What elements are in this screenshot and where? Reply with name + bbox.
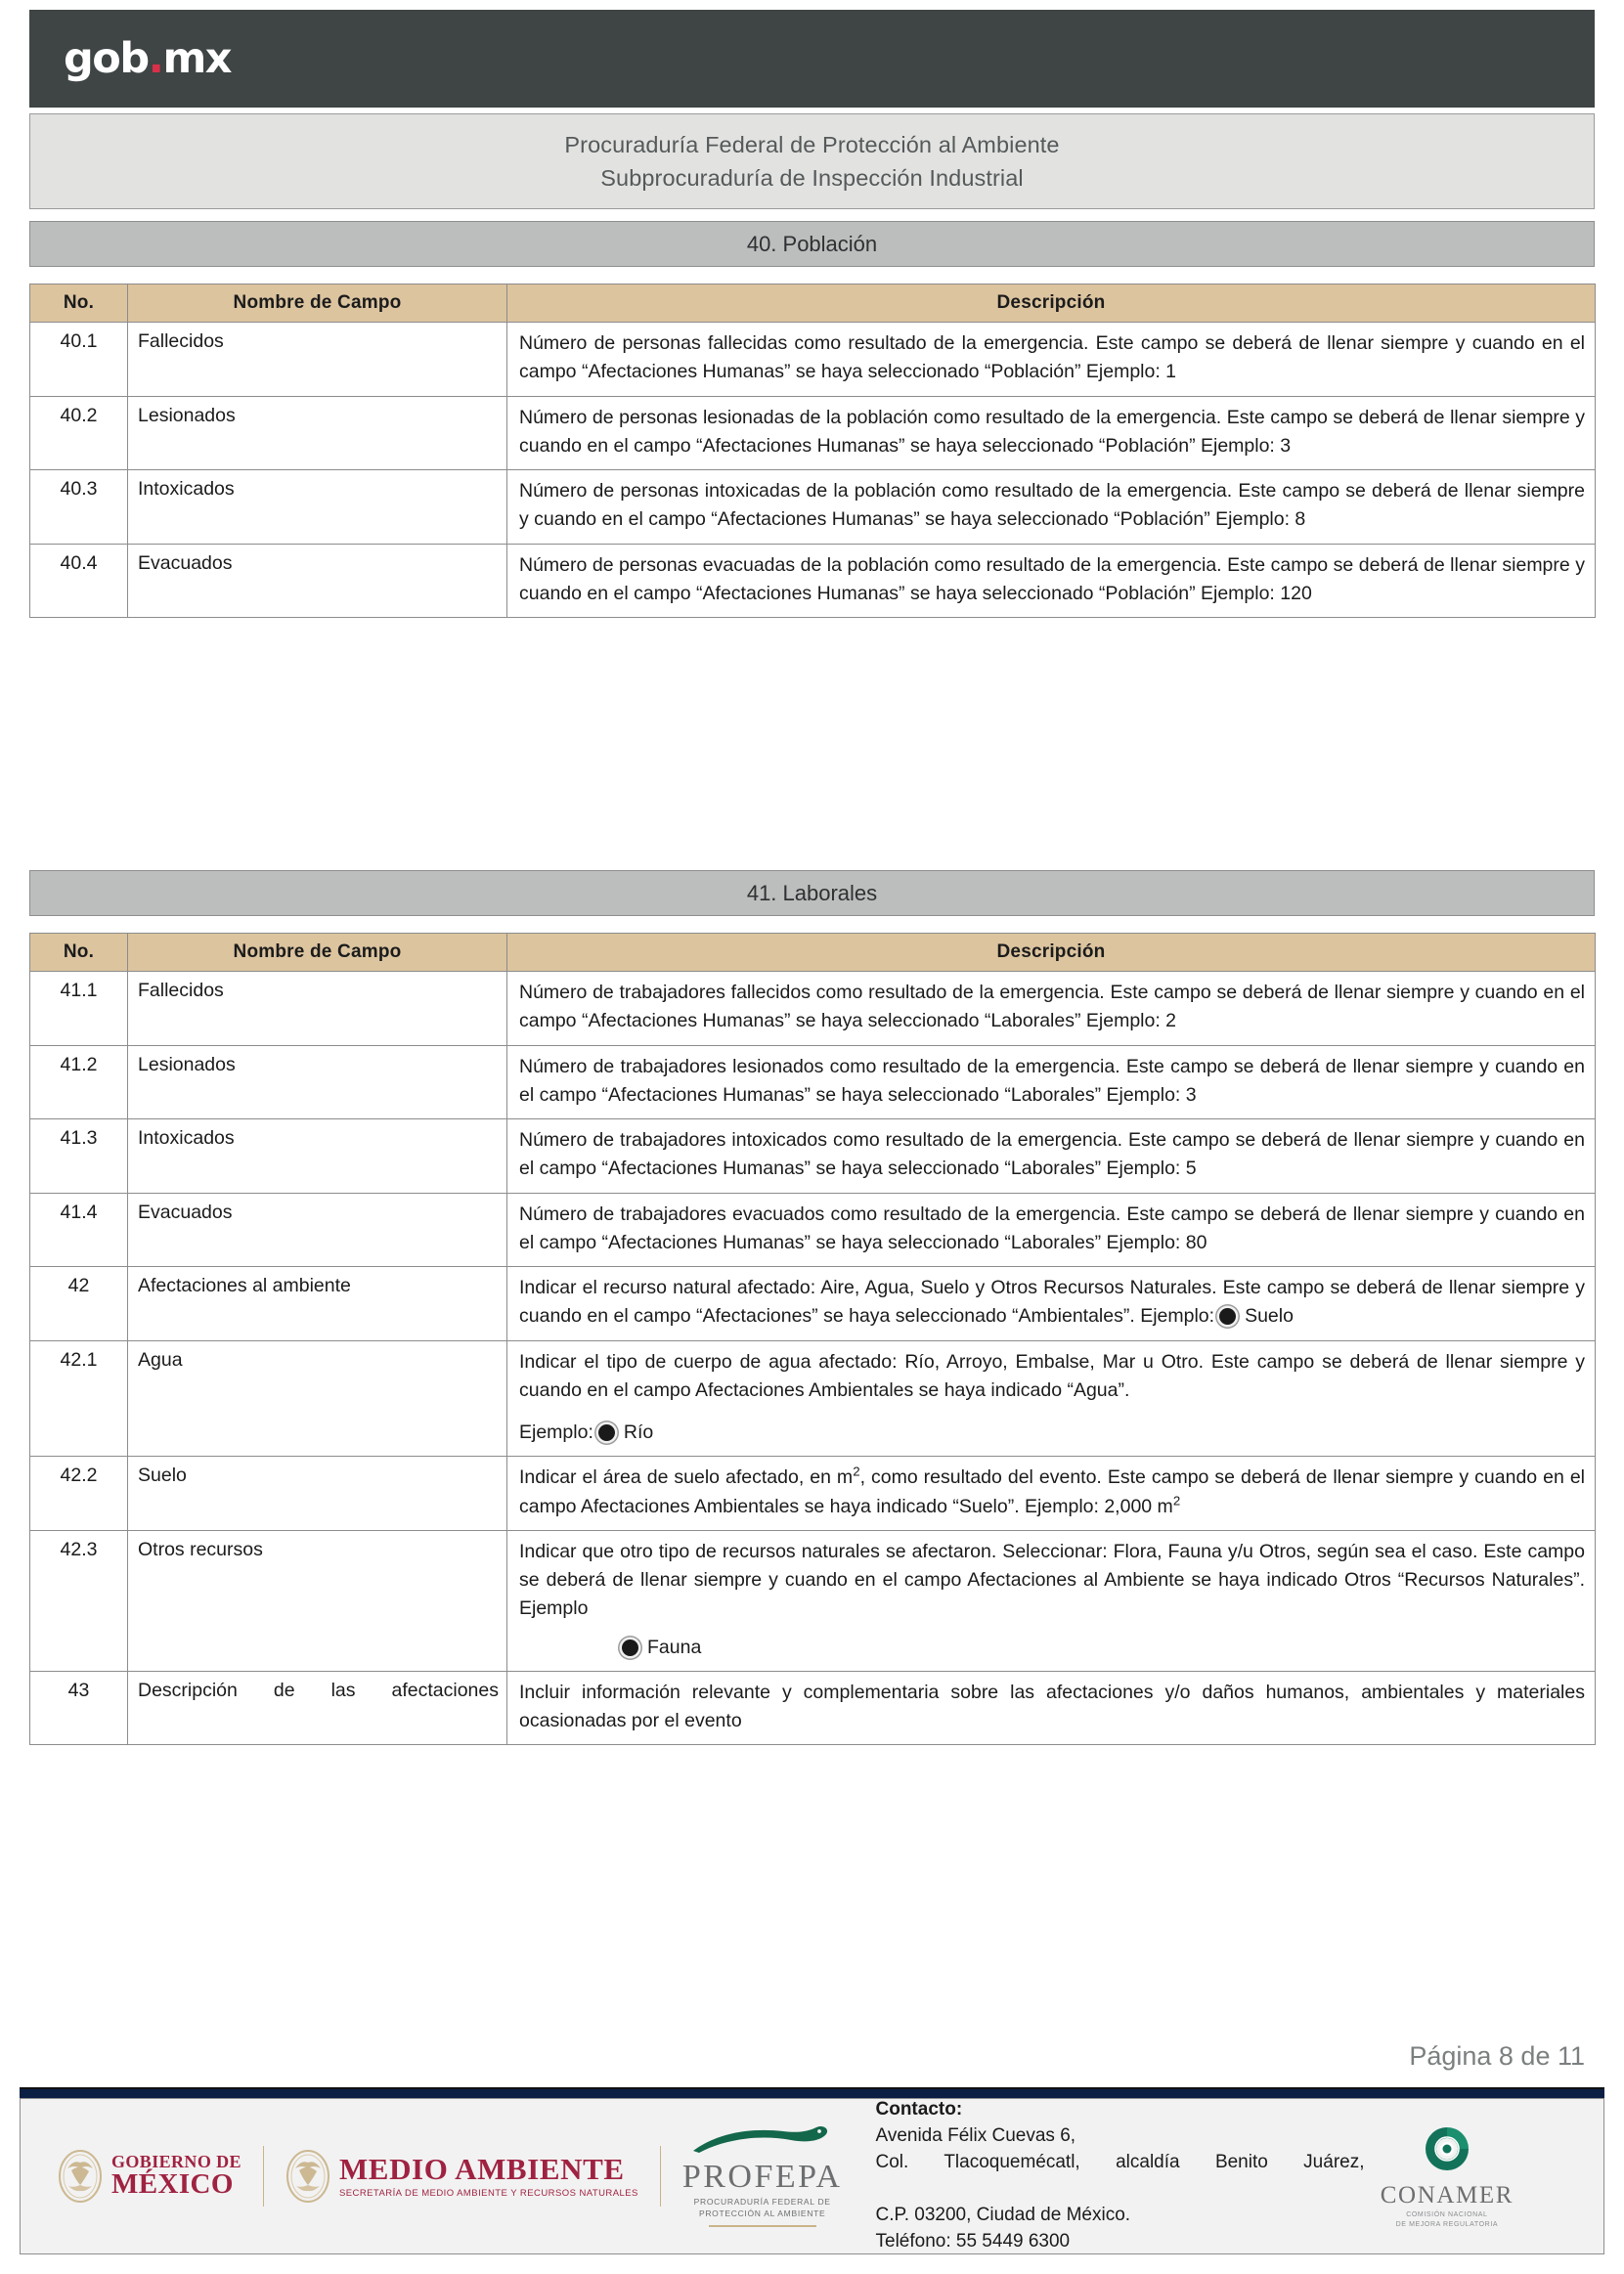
column-header-no: No.	[30, 934, 128, 972]
column-header-descripcion: Descripción	[507, 934, 1596, 972]
logo-gobierno-text	[111, 2153, 241, 2200]
row-no: 42.2	[30, 1457, 128, 1531]
superscript-square-2: 2	[1172, 1493, 1181, 1508]
row-name: Evacuados	[128, 544, 507, 618]
table-row	[30, 470, 1596, 545]
row-desc: Número de trabajadores evacuados como resultado de la emergencia. Este campo se deberá de llenar siempre y cuando en el campo “Afectaciones Humanas” se haya seleccionado “Laborales” Ejemplo: 80	[507, 1193, 1596, 1267]
page-number: Página 8 de 11	[1409, 2041, 1585, 2071]
row-name: Suelo	[128, 1457, 507, 1531]
table-row	[30, 1340, 1596, 1457]
table-header-row	[30, 934, 1596, 972]
row-desc-text: Indicar que otro tipo de recursos naturales se afectaron. Seleccionar: Flora, Fauna y/u Otros, según sea el caso. Este campo se deberá de llenar siempre y cuando en el campo Afectaciones al Ambiente se haya indicado Otros “Recursos Naturales”. Ejemplo	[519, 1540, 1585, 1620]
logo-profepa-line-2b: PROTECCIÓN AL AMBIENTE	[698, 2208, 826, 2218]
contact-phone: Teléfono: 55 5449 6300	[875, 2230, 1071, 2252]
logo-profepa	[682, 2125, 843, 2226]
radio-button-icon[interactable]	[622, 1640, 638, 1656]
row-desc: Número de trabajadores intoxicados como resultado de la emergencia. Este campo se deberá de llenar siempre y cuando en el campo “Afectaciones Humanas” se haya seleccionado “Laborales” Ejemplo: 5	[507, 1119, 1596, 1194]
radio-button-icon[interactable]	[598, 1424, 615, 1441]
row-no: 42.3	[30, 1530, 128, 1671]
row-desc-example	[519, 1634, 1585, 1662]
table-poblacion	[29, 284, 1596, 618]
logo-medio-ambiente-text	[338, 2151, 638, 2200]
section-bar-poblacion: 40. Población	[29, 221, 1595, 267]
row-no: 40.1	[30, 323, 128, 397]
table-row	[30, 323, 1596, 397]
gobmx-logo-main: gob	[64, 33, 149, 83]
row-desc: Número de trabajadores lesionados como resultado de la emergencia. Este campo se deberá de llenar siempre y cuando en el campo “Afectaciones Humanas” se haya seleccionado “Laborales” Ejemplo: 3	[507, 1045, 1596, 1119]
table-row	[30, 1119, 1596, 1194]
section-bar-laborales: 41. Laborales	[29, 870, 1595, 916]
row-desc	[507, 1457, 1596, 1531]
footer-divider-2	[660, 2146, 661, 2207]
contact-block	[876, 2097, 1365, 2255]
table-row	[30, 1267, 1596, 1341]
row-desc-text: Indicar el recurso natural afectado: Aire, Agua, Suelo y Otros Recursos Naturales. Este campo se deberá de llenar siempre y cuando en el campo “Afectaciones” se haya seleccionado “Ambientales”. Ejemplo:	[519, 1277, 1585, 1328]
contact-heading: Contacto:	[875, 2099, 963, 2121]
logo-conamer-line-1: CONAMER	[1380, 2181, 1514, 2208]
logo-gobierno-line-2: MÉXICO	[111, 2168, 234, 2201]
row-desc: Incluir información relevante y complementaria sobre las afectaciones y/o daños humanos, ambientales y materiales ocasionadas por el evento	[507, 1671, 1596, 1745]
radio-button-icon[interactable]	[1219, 1308, 1236, 1325]
logo-profepa-line-1: PROFEPA	[681, 2159, 843, 2196]
table-row	[30, 544, 1596, 618]
table-laborales	[29, 933, 1596, 1745]
row-desc-text: Indicar el tipo de cuerpo de agua afectado: Río, Arroyo, Embalse, Mar u Otro. Este campo se deberá de llenar siempre y cuando en el campo Afectaciones Ambientales se haya indicado “Agua”.	[519, 1350, 1585, 1401]
logo-conamer-subtitle	[1381, 2210, 1514, 2230]
row-name: Lesionados	[128, 1045, 507, 1119]
logo-gobierno-de-mexico	[58, 2149, 241, 2204]
logo-medio-ambiente-line-2: SECRETARÍA DE MEDIO AMBIENTE Y RECURSOS NATURALES	[338, 2188, 638, 2200]
row-desc-part-2: , como resultado del evento. Este campo se deberá de llenar siempre y cuando en el campo Afectaciones Ambientales se haya indicado “Suelo”. Ejemplo: 2,000 m	[519, 1466, 1585, 1517]
column-header-nombre: Nombre de Campo	[128, 934, 507, 972]
row-no: 43	[30, 1671, 128, 1745]
row-desc: Número de personas fallecidas como resultado de la emergencia. Este campo se deberá de llenar siempre y cuando en el campo “Afectaciones Humanas” se haya seleccionado “Población” Ejemplo: 1	[507, 323, 1596, 397]
row-name: Afectaciones al ambiente	[128, 1267, 507, 1341]
radio-option-label: Suelo	[1245, 1305, 1294, 1328]
column-header-descripcion: Descripción	[507, 284, 1596, 323]
row-name: Fallecidos	[128, 972, 507, 1046]
row-no: 41.2	[30, 1045, 128, 1119]
table-row	[30, 1193, 1596, 1267]
gobmx-logo-dot: .	[148, 33, 163, 83]
row-desc: Número de personas lesionadas de la población como resultado de la emergencia. Este campo se deberá de llenar siempre y cuando en el campo “Afectaciones Humanas” se haya seleccionado “Población” Ejemplo: 3	[507, 396, 1596, 470]
column-header-nombre: Nombre de Campo	[128, 284, 507, 323]
logo-medio-ambiente	[285, 2149, 638, 2204]
contact-address-line-3: C.P. 03200, Ciudad de México.	[875, 2204, 1131, 2225]
row-desc	[507, 1340, 1596, 1457]
row-no: 40.3	[30, 470, 128, 545]
logo-medio-ambiente-line-1: MEDIO AMBIENTE	[338, 2151, 625, 2186]
mexican-eagle-seal-icon	[58, 2149, 103, 2204]
row-no: 41.4	[30, 1193, 128, 1267]
radio-option-label: Fauna	[647, 1636, 702, 1658]
row-name: Fallecidos	[128, 323, 507, 397]
footer-divider-1	[263, 2146, 264, 2207]
mexican-eagle-seal-icon	[285, 2149, 330, 2204]
row-name: Intoxicados	[128, 1119, 507, 1194]
column-header-no: No.	[30, 284, 128, 323]
table-row	[30, 1457, 1596, 1531]
document-footer	[20, 2098, 1604, 2254]
logo-conamer-line-2a: COMISIÓN NACIONAL	[1406, 2210, 1488, 2218]
row-name: Descripción de las afectaciones	[128, 1671, 507, 1745]
row-name: Otros recursos	[128, 1530, 507, 1671]
contact-address-line-1: Avenida Félix Cuevas 6,	[875, 2125, 1076, 2147]
row-name: Lesionados	[128, 396, 507, 470]
table-row	[30, 1045, 1596, 1119]
example-prefix: Ejemplo:	[519, 1421, 593, 1443]
table-header-row	[30, 284, 1596, 323]
row-desc	[507, 1530, 1596, 1671]
superscript-square-1: 2	[853, 1464, 860, 1479]
radio-option-label: Río	[623, 1421, 654, 1443]
row-no: 40.2	[30, 396, 128, 470]
logo-profepa-subtitle	[682, 2197, 843, 2219]
table-row	[30, 1671, 1596, 1745]
conamer-circle-icon	[1422, 2123, 1472, 2174]
row-no: 42	[30, 1267, 128, 1341]
row-no: 40.4	[30, 544, 128, 618]
table-row	[30, 1530, 1596, 1671]
table-row	[30, 396, 1596, 470]
contact-address-line-2: Col. Tlacoquemécatl, alcaldía Benito Juárez,	[875, 2152, 1365, 2173]
table-row	[30, 972, 1596, 1046]
logo-profepa-rule	[709, 2225, 816, 2227]
institution-line-1: Procuraduría Federal de Protección al Ambiente	[564, 131, 1060, 157]
gobmx-banner	[29, 10, 1595, 108]
logo-gobierno-line-1: GOBIERNO DE	[111, 2152, 241, 2172]
logo-profepa-line-2a: PROCURADURÍA FEDERAL DE	[693, 2197, 831, 2208]
row-desc	[507, 1267, 1596, 1341]
row-desc-part-1: Indicar el área de suelo afectado, en m	[519, 1466, 854, 1489]
row-name: Evacuados	[128, 1193, 507, 1267]
logo-conamer	[1381, 2123, 1514, 2230]
gobmx-logo-suffix: mx	[162, 33, 231, 83]
row-name: Intoxicados	[128, 470, 507, 545]
row-no: 41.1	[30, 972, 128, 1046]
row-no: 42.1	[30, 1340, 128, 1457]
row-desc-example	[519, 1419, 1585, 1447]
institution-header	[29, 113, 1595, 209]
logo-conamer-line-2b: DE MEJORA REGULATORIA	[1395, 2220, 1499, 2228]
row-desc: Número de trabajadores fallecidos como resultado de la emergencia. Este campo se deberá de llenar siempre y cuando en el campo “Afectaciones Humanas” se haya seleccionado “Laborales” Ejemplo: 2	[507, 972, 1596, 1046]
row-desc: Número de personas intoxicadas de la población como resultado de la emergencia. Este campo se deberá de llenar siempre y cuando en el campo “Afectaciones Humanas” se haya seleccionado “Población” Ejemplo: 8	[507, 470, 1596, 545]
profepa-wave-icon	[689, 2125, 836, 2155]
gobmx-logo	[64, 33, 231, 83]
row-no: 41.3	[30, 1119, 128, 1194]
row-name: Agua	[128, 1340, 507, 1457]
row-desc: Número de personas evacuadas de la población como resultado de la emergencia. Este campo se deberá de llenar siempre y cuando en el campo “Afectaciones Humanas” se haya seleccionado “Población” Ejemplo: 120	[507, 544, 1596, 618]
institution-line-2: Subprocuraduría de Inspección Industrial	[600, 165, 1024, 191]
